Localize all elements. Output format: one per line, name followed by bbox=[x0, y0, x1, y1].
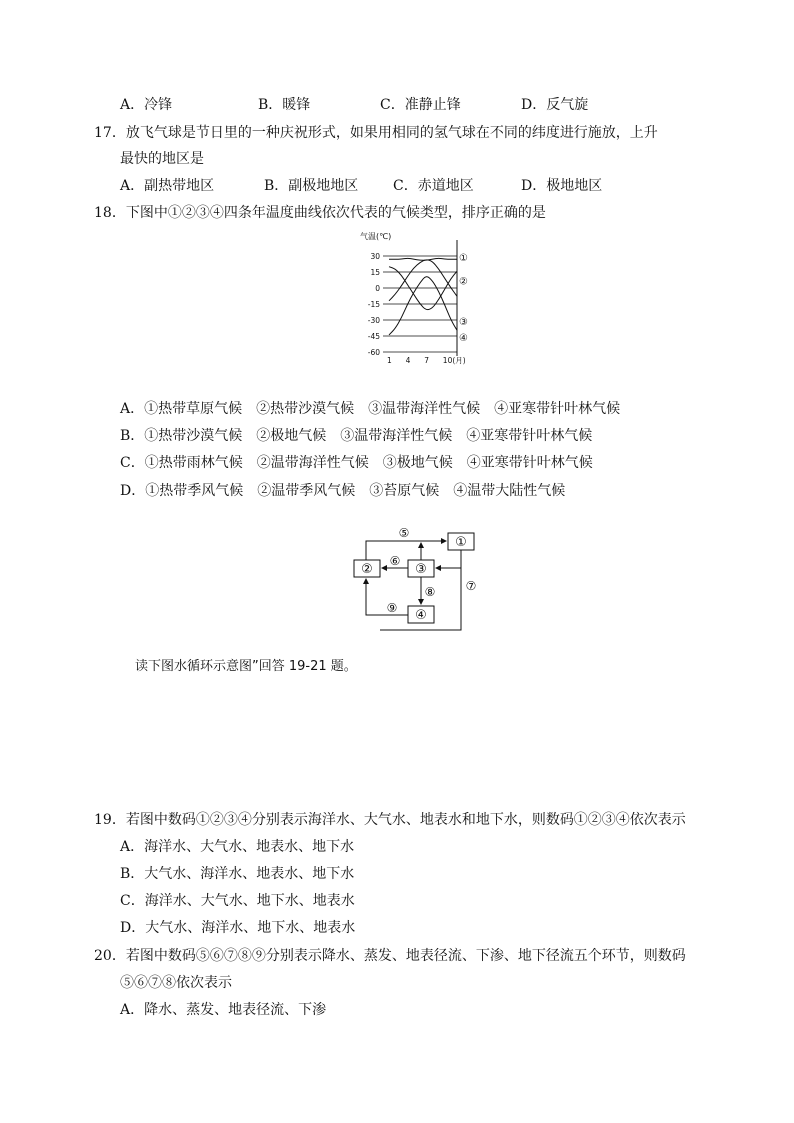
q17-stem-line1: 17．放飞气球是节日里的一种庆祝形式，如果用相同的氢气球在不同的纬度进行施放，上升 bbox=[94, 125, 658, 141]
q20-option-a: A．降水、蒸发、地表径流、下渗 bbox=[120, 1002, 327, 1018]
chart-series-label-4: ④ bbox=[459, 333, 468, 344]
q19-option-c: C．海洋水、大气水、地下水、地表水 bbox=[120, 893, 355, 909]
box-4-label: ④ bbox=[415, 608, 427, 623]
chart-series-label-3: ③ bbox=[459, 317, 468, 328]
q19-option-d: D．大气水、海洋水、地下水、地表水 bbox=[120, 920, 356, 936]
arrow-5 bbox=[366, 541, 446, 560]
chart-series-line-1 bbox=[389, 258, 457, 260]
water-cycle-diagram bbox=[340, 524, 500, 636]
diagram-intro: 读下图水循环示意图”回答 19-21 题。 bbox=[135, 659, 357, 674]
arrow-8-label: ⑧ bbox=[424, 585, 436, 599]
q18-option-a: A．①热带草原气候 ②热带沙漠气候 ③温带海洋性气候 ④亚寒带针叶林气候 bbox=[120, 401, 621, 417]
chart-xtick-label: 10(月) bbox=[442, 356, 466, 365]
q16-option-a: A．冷锋 bbox=[120, 97, 173, 113]
chart-ytick-label: -45 bbox=[367, 332, 380, 341]
arrow-6-label: ⑥ bbox=[389, 554, 401, 568]
q17-stem-line2: 最快的地区是 bbox=[120, 151, 204, 167]
chart-ytick-label: -60 bbox=[367, 348, 380, 357]
chart-ylabel: 气温(℃) bbox=[360, 232, 392, 241]
arrow-9-label: ⑨ bbox=[386, 601, 398, 615]
q19-option-a: A．海洋水、大气水、地表水、地下水 bbox=[120, 839, 355, 855]
q17-option-c: C．赤道地区 bbox=[393, 178, 474, 194]
q19-stem: 19．若图中数码①②③④分别表示海洋水、大气水、地表水和地下水，则数码①②③④依次表示 bbox=[94, 812, 686, 828]
q20-stem-line2: ⑤⑥⑦⑧依次表示 bbox=[120, 975, 232, 991]
q18-option-d: D．①热带季风气候 ②温带季风气候 ③苔原气候 ④温带大陆性气候 bbox=[120, 483, 566, 499]
q19-option-b: B．大气水、海洋水、地表水、地下水 bbox=[120, 866, 355, 882]
q17-option-a: A．副热带地区 bbox=[120, 178, 215, 194]
arrow-5-label: ⑤ bbox=[398, 526, 410, 540]
q18-option-b: B．①热带沙漠气候 ②极地气候 ③温带海洋性气候 ④亚寒带针叶林气候 bbox=[120, 428, 593, 444]
chart-series-line-2 bbox=[389, 260, 457, 301]
chart-ytick-label: 0 bbox=[375, 284, 380, 293]
q17-option-d: D．极地地区 bbox=[521, 178, 603, 194]
chart-ytick-label: -15 bbox=[367, 300, 380, 309]
q16-option-c: C．准静止锋 bbox=[380, 97, 461, 113]
chart-ytick-label: 15 bbox=[370, 268, 380, 277]
q16-option-d: D．反气旋 bbox=[521, 97, 589, 113]
chart-series-label-2: ② bbox=[459, 276, 468, 288]
chart-xtick-label: 7 bbox=[424, 356, 429, 365]
box-3-label: ③ bbox=[415, 562, 427, 577]
chart-xtick-label: 1 bbox=[387, 356, 392, 365]
q18-option-c: C．①热带雨林气候 ②温带海洋性气候 ③极地气候 ④亚寒带针叶林气候 bbox=[120, 455, 593, 471]
q20-stem-line1: 20．若图中数码⑤⑥⑦⑧⑨分别表示降水、蒸发、地表径流、下渗、地下径流五个环节，则数码 bbox=[94, 948, 686, 964]
chart-ytick-label: -30 bbox=[367, 316, 380, 325]
box-2-label: ② bbox=[361, 562, 373, 577]
chart-series-label-1: ① bbox=[459, 253, 468, 264]
box-1-label: ① bbox=[455, 535, 467, 550]
arrow-7-label: ⑦ bbox=[465, 579, 477, 593]
q17-option-b: B．副极地地区 bbox=[264, 178, 359, 194]
chart-xtick-label: 4 bbox=[405, 356, 411, 365]
q16-option-b: B．暖锋 bbox=[258, 97, 311, 113]
q18-stem: 18．下图中①②③④四条年温度曲线依次代表的气候类型，排序正确的是 bbox=[94, 205, 546, 221]
chart-ytick-label: 30 bbox=[370, 252, 380, 261]
temperature-chart bbox=[355, 226, 475, 372]
